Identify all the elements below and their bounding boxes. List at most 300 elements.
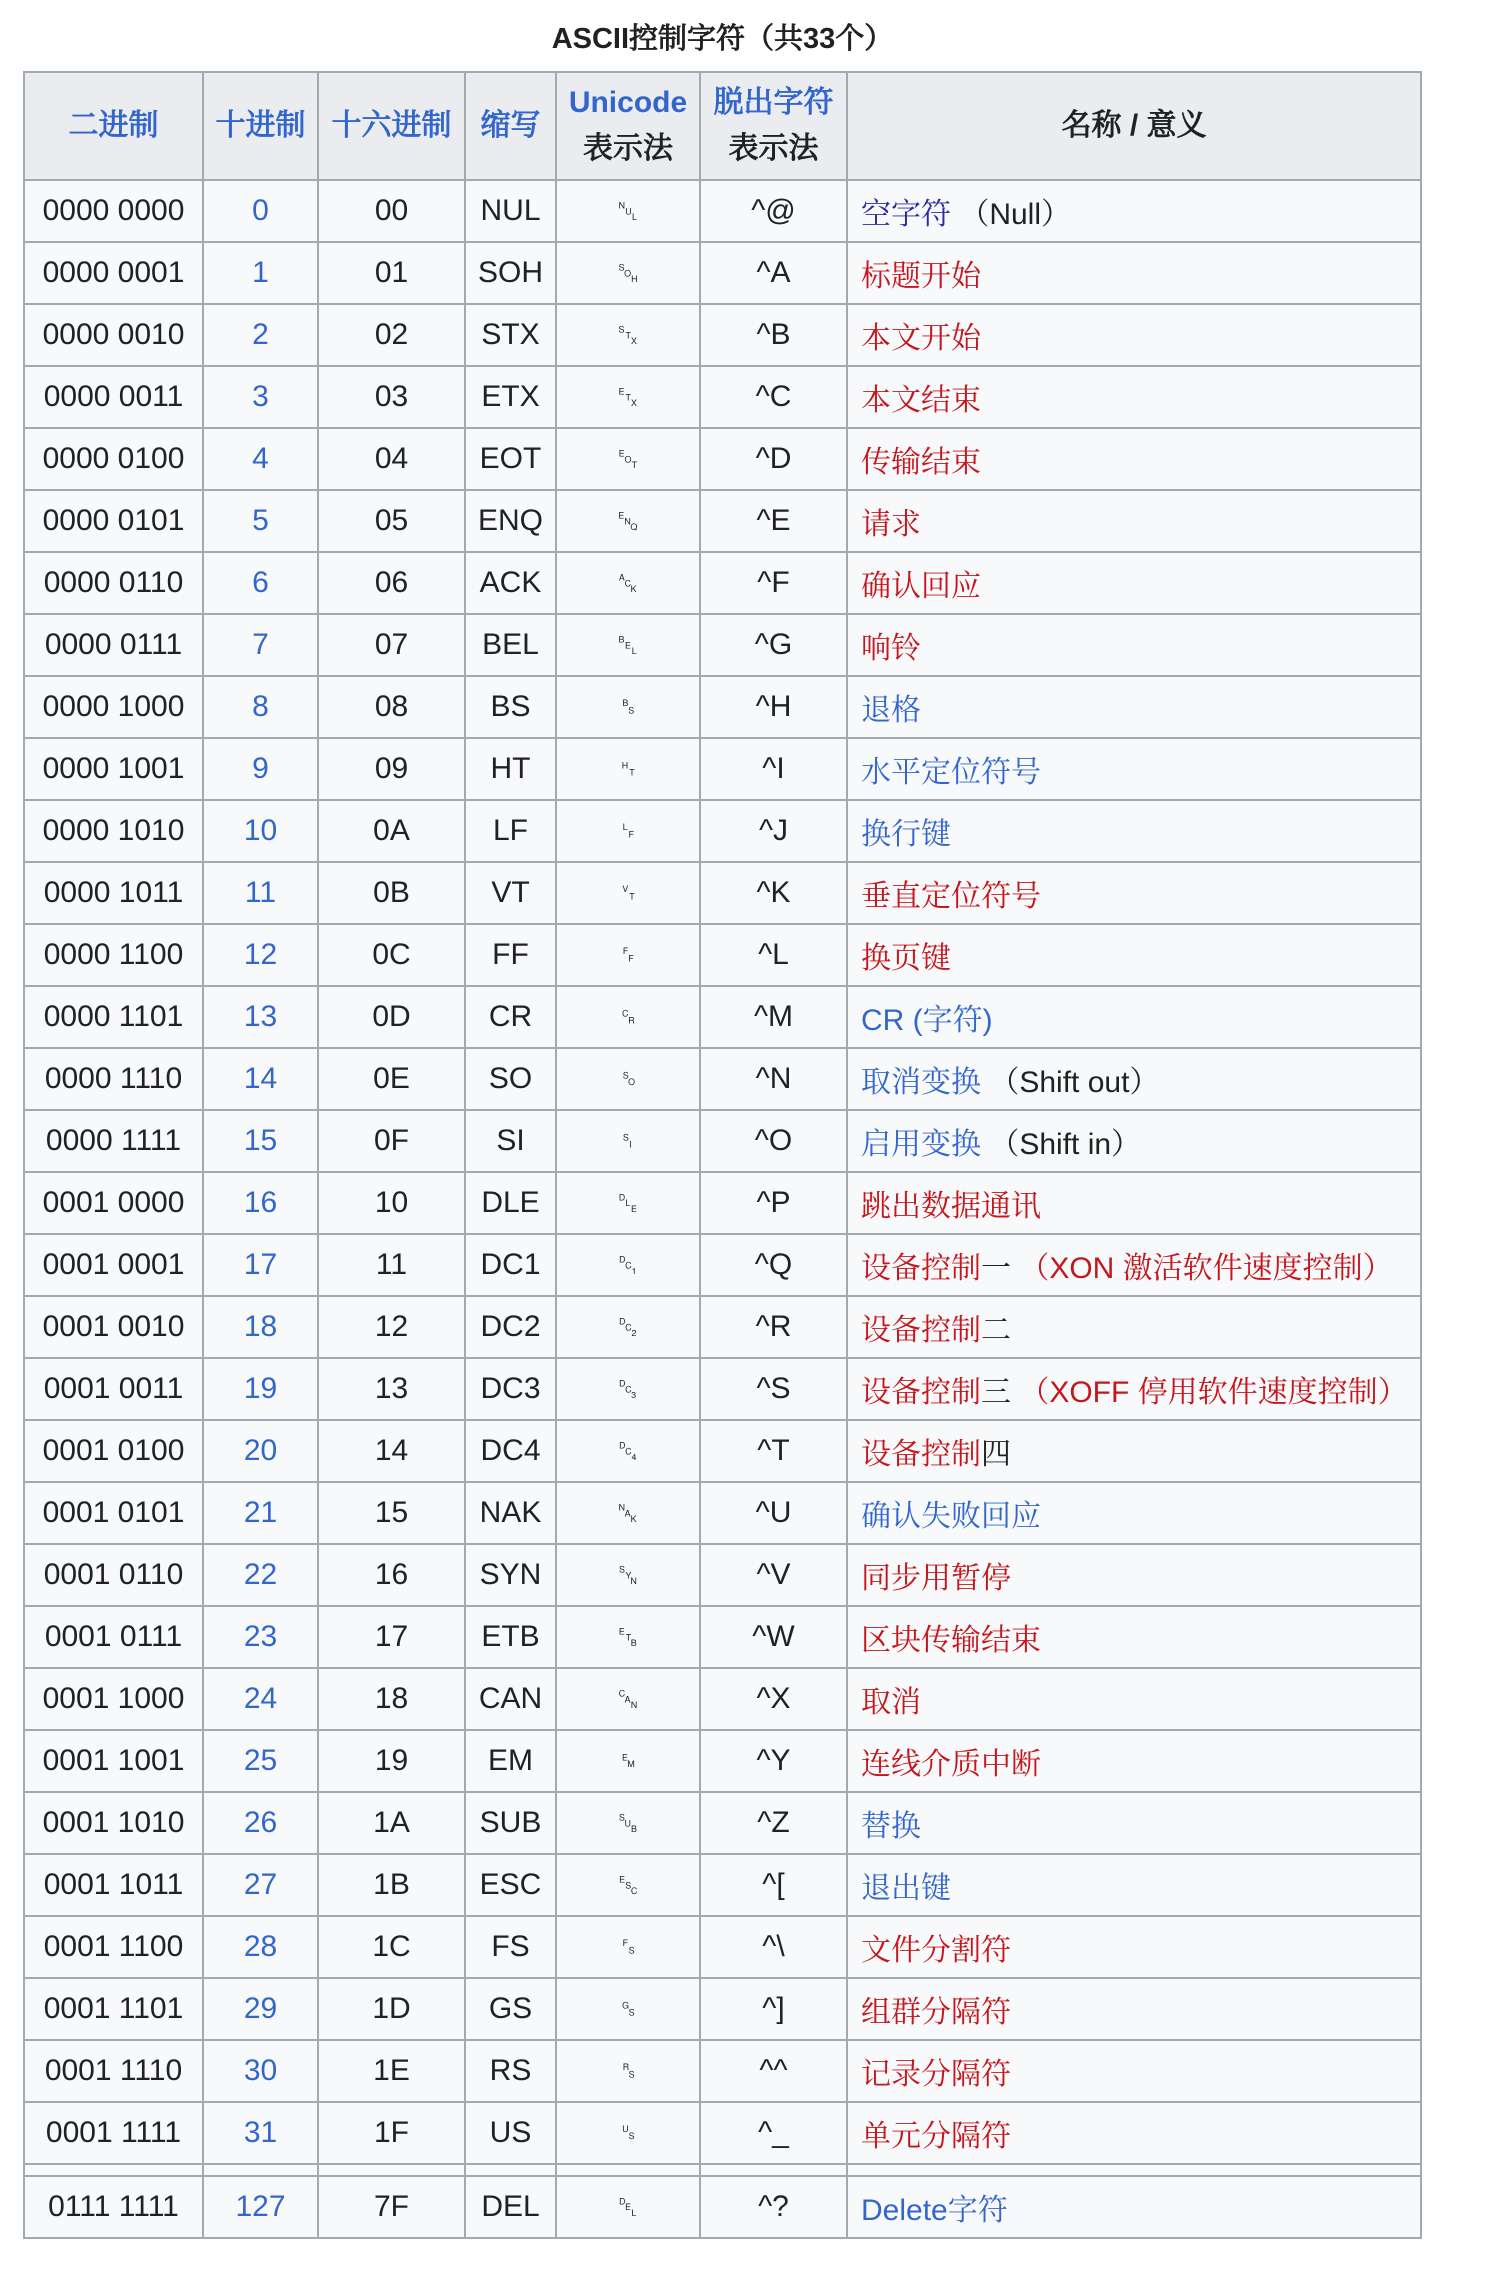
name-cell bbox=[847, 986, 1421, 1048]
unicode-control-picture: ␟ bbox=[617, 2118, 639, 2148]
binary-cell: 0000 1010 bbox=[24, 800, 203, 862]
table-row bbox=[24, 1544, 1421, 1606]
name-link[interactable]: 连线介质中断 bbox=[861, 1748, 1041, 1781]
decimal-link[interactable]: 22 bbox=[243, 1558, 278, 1591]
unicode-symbol-cell bbox=[556, 1420, 700, 1482]
decimal-link[interactable]: 15 bbox=[243, 1124, 278, 1157]
abbr-cell: EM bbox=[465, 1730, 556, 1792]
unicode-symbol-cell bbox=[556, 1792, 700, 1854]
escape-cell: ^_ bbox=[700, 2102, 847, 2164]
table-row bbox=[24, 862, 1421, 924]
name-link[interactable]: 替换 bbox=[861, 1810, 921, 1843]
name-cell bbox=[847, 2040, 1421, 2102]
hex-cell: 09 bbox=[318, 738, 465, 800]
decimal-cell bbox=[203, 1668, 318, 1730]
name-cell bbox=[847, 924, 1421, 986]
hex-cell: 18 bbox=[318, 1668, 465, 1730]
abbr-cell: ACK bbox=[465, 552, 556, 614]
binary-cell: 0001 0011 bbox=[24, 1358, 203, 1420]
binary-cell: 0001 0001 bbox=[24, 1234, 203, 1296]
spacer-cell bbox=[465, 2164, 556, 2176]
unicode-symbol-cell bbox=[556, 1482, 700, 1544]
decimal-cell bbox=[203, 428, 318, 490]
name-link[interactable]: 空字符 bbox=[861, 198, 951, 231]
decimal-cell bbox=[203, 862, 318, 924]
decimal-cell bbox=[203, 924, 318, 986]
name-link[interactable]: 换行键 bbox=[861, 818, 951, 851]
escape-cell: ^[ bbox=[700, 1854, 847, 1916]
table-row bbox=[24, 1606, 1421, 1668]
hex-cell: 7F bbox=[318, 2176, 465, 2238]
decimal-link[interactable]: 0 bbox=[252, 194, 269, 227]
name-link[interactable]: 退格 bbox=[861, 694, 921, 727]
escape-cell: ^] bbox=[700, 1978, 847, 2040]
name-link[interactable]: CR (字符) bbox=[861, 1004, 993, 1037]
name-link[interactable]: （XON 激活软件速度控制） bbox=[1011, 1252, 1393, 1285]
table-row bbox=[24, 676, 1421, 738]
unicode-control-picture: ␔ bbox=[617, 1436, 639, 1466]
hex-cell: 01 bbox=[318, 242, 465, 304]
header-decimal-link[interactable]: 十进制 bbox=[215, 108, 306, 142]
header-abbr bbox=[465, 72, 556, 180]
name-cell bbox=[847, 428, 1421, 490]
decimal-link[interactable]: 30 bbox=[243, 2054, 278, 2087]
table-row bbox=[24, 1978, 1421, 2040]
decimal-link[interactable]: 21 bbox=[243, 1496, 278, 1529]
hex-cell: 1C bbox=[318, 1916, 465, 1978]
unicode-control-picture: ␅ bbox=[617, 506, 639, 536]
decimal-link[interactable]: 4 bbox=[252, 442, 269, 475]
decimal-cell bbox=[203, 2102, 318, 2164]
decimal-link[interactable]: 12 bbox=[243, 938, 278, 971]
hex-cell: 1B bbox=[318, 1854, 465, 1916]
spacer-row bbox=[24, 2164, 1421, 2176]
name-cell bbox=[847, 1358, 1421, 1420]
table-row bbox=[24, 1730, 1421, 1792]
decimal-link[interactable]: 23 bbox=[243, 1620, 278, 1653]
unicode-control-picture: ␗ bbox=[617, 1622, 639, 1652]
abbr-cell: CAN bbox=[465, 1668, 556, 1730]
name-link[interactable]: （XOFF 停用软件速度控制） bbox=[1011, 1376, 1408, 1409]
binary-cell: 0000 0100 bbox=[24, 428, 203, 490]
abbr-cell: SYN bbox=[465, 1544, 556, 1606]
decimal-cell bbox=[203, 738, 318, 800]
binary-cell: 0000 0101 bbox=[24, 490, 203, 552]
name-link[interactable]: 垂直定位符号 bbox=[861, 880, 1041, 913]
escape-cell: ^Z bbox=[700, 1792, 847, 1854]
table-row bbox=[24, 366, 1421, 428]
unicode-control-picture: ␡ bbox=[617, 2192, 639, 2222]
unicode-symbol-cell bbox=[556, 2040, 700, 2102]
spacer-cell bbox=[700, 2164, 847, 2176]
unicode-symbol-cell bbox=[556, 676, 700, 738]
hex-cell: 06 bbox=[318, 552, 465, 614]
unicode-control-picture: ␒ bbox=[617, 1312, 639, 1342]
name-text: 四 bbox=[981, 1438, 1011, 1471]
unicode-control-picture: ␘ bbox=[617, 1684, 639, 1714]
name-link[interactable]: 区块传输结束 bbox=[861, 1624, 1041, 1657]
abbr-cell: CR bbox=[465, 986, 556, 1048]
hex-cell: 07 bbox=[318, 614, 465, 676]
decimal-cell bbox=[203, 304, 318, 366]
name-cell bbox=[847, 2176, 1421, 2238]
decimal-cell bbox=[203, 1730, 318, 1792]
table-row bbox=[24, 1234, 1421, 1296]
table-row bbox=[24, 180, 1421, 242]
escape-cell: ^D bbox=[700, 428, 847, 490]
unicode-symbol-cell bbox=[556, 366, 700, 428]
name-cell bbox=[847, 366, 1421, 428]
decimal-cell bbox=[203, 1110, 318, 1172]
spacer-cell bbox=[318, 2164, 465, 2176]
binary-cell: 0000 1000 bbox=[24, 676, 203, 738]
unicode-control-picture: ␛ bbox=[617, 1870, 639, 1900]
unicode-symbol-cell bbox=[556, 1854, 700, 1916]
abbr-cell: DC2 bbox=[465, 1296, 556, 1358]
hex-cell: 19 bbox=[318, 1730, 465, 1792]
header-escape-link[interactable]: 脱出字符 bbox=[713, 85, 834, 119]
name-link[interactable]: 本文结束 bbox=[861, 384, 981, 417]
escape-cell: ^V bbox=[700, 1544, 847, 1606]
name-link[interactable]: 文件分割符 bbox=[861, 1934, 1011, 1967]
name-link[interactable]: 跳出数据通讯 bbox=[861, 1190, 1041, 1223]
decimal-cell bbox=[203, 1978, 318, 2040]
unicode-symbol-cell bbox=[556, 986, 700, 1048]
hex-cell: 13 bbox=[318, 1358, 465, 1420]
binary-cell: 0000 1101 bbox=[24, 986, 203, 1048]
abbr-cell: BEL bbox=[465, 614, 556, 676]
abbr-cell: DEL bbox=[465, 2176, 556, 2238]
name-link[interactable]: 取消 bbox=[861, 1686, 921, 1719]
binary-cell: 0001 1101 bbox=[24, 1978, 203, 2040]
name-cell bbox=[847, 1978, 1421, 2040]
decimal-link[interactable]: 13 bbox=[243, 1000, 278, 1033]
table-row bbox=[24, 1110, 1421, 1172]
binary-cell: 0000 1110 bbox=[24, 1048, 203, 1110]
escape-cell: ^^ bbox=[700, 2040, 847, 2102]
spacer-cell bbox=[847, 2164, 1421, 2176]
unicode-control-picture: ␚ bbox=[617, 1808, 639, 1838]
name-cell bbox=[847, 490, 1421, 552]
binary-cell: 0000 1011 bbox=[24, 862, 203, 924]
decimal-link[interactable]: 26 bbox=[243, 1806, 278, 1839]
escape-cell: ^R bbox=[700, 1296, 847, 1358]
header-abbr-link[interactable]: 缩写 bbox=[480, 108, 541, 142]
name-link[interactable]: 记录分隔符 bbox=[861, 2058, 1011, 2091]
name-cell bbox=[847, 1606, 1421, 1668]
name-link[interactable]: 换页键 bbox=[861, 942, 951, 975]
name-cell bbox=[847, 1048, 1421, 1110]
unicode-symbol-cell bbox=[556, 2176, 700, 2238]
escape-cell: ^E bbox=[700, 490, 847, 552]
table-row bbox=[24, 738, 1421, 800]
decimal-cell bbox=[203, 614, 318, 676]
name-link[interactable]: Delete字符 bbox=[861, 2194, 1008, 2227]
binary-cell: 0000 0110 bbox=[24, 552, 203, 614]
decimal-link[interactable]: 3 bbox=[252, 380, 269, 413]
binary-cell: 0001 0000 bbox=[24, 1172, 203, 1234]
abbr-cell: RS bbox=[465, 2040, 556, 2102]
name-link[interactable]: 设备控制 bbox=[861, 1438, 981, 1471]
escape-cell: ^P bbox=[700, 1172, 847, 1234]
name-cell bbox=[847, 738, 1421, 800]
abbr-cell: FF bbox=[465, 924, 556, 986]
name-link[interactable]: 取消变换 bbox=[861, 1066, 981, 1099]
decimal-link[interactable]: 5 bbox=[252, 504, 269, 537]
decimal-link[interactable]: 16 bbox=[243, 1186, 278, 1219]
binary-cell: 0000 0010 bbox=[24, 304, 203, 366]
hex-cell: 05 bbox=[318, 490, 465, 552]
name-cell bbox=[847, 1482, 1421, 1544]
table-row bbox=[24, 242, 1421, 304]
name-link[interactable]: 确认回应 bbox=[861, 570, 981, 603]
hex-cell: 0C bbox=[318, 924, 465, 986]
name-link[interactable]: 确认失败回应 bbox=[861, 1500, 1041, 1533]
name-link[interactable]: 组群分隔符 bbox=[861, 1996, 1011, 2029]
table-row bbox=[24, 1668, 1421, 1730]
decimal-link[interactable]: 7 bbox=[252, 628, 269, 661]
name-cell bbox=[847, 552, 1421, 614]
escape-cell: ^? bbox=[700, 2176, 847, 2238]
decimal-link[interactable]: 25 bbox=[243, 1744, 278, 1777]
spacer-cell bbox=[556, 2164, 700, 2176]
abbr-cell: SI bbox=[465, 1110, 556, 1172]
table-row bbox=[24, 1358, 1421, 1420]
abbr-cell: LF bbox=[465, 800, 556, 862]
unicode-symbol-cell bbox=[556, 1048, 700, 1110]
abbr-cell: FS bbox=[465, 1916, 556, 1978]
decimal-cell bbox=[203, 1048, 318, 1110]
header-hex bbox=[318, 72, 465, 180]
name-cell bbox=[847, 1792, 1421, 1854]
unicode-symbol-cell bbox=[556, 180, 700, 242]
decimal-link[interactable]: 19 bbox=[243, 1372, 278, 1405]
binary-cell: 0001 1111 bbox=[24, 2102, 203, 2164]
decimal-link[interactable]: 17 bbox=[243, 1248, 278, 1281]
abbr-cell: BS bbox=[465, 676, 556, 738]
escape-cell: ^Y bbox=[700, 1730, 847, 1792]
decimal-cell bbox=[203, 1854, 318, 1916]
decimal-link[interactable]: 20 bbox=[243, 1434, 278, 1467]
decimal-link[interactable]: 29 bbox=[243, 1992, 278, 2025]
hex-cell: 0E bbox=[318, 1048, 465, 1110]
unicode-control-picture: ␙ bbox=[617, 1746, 639, 1776]
unicode-symbol-cell bbox=[556, 552, 700, 614]
unicode-symbol-cell bbox=[556, 1110, 700, 1172]
header-hex-link[interactable]: 十六进制 bbox=[331, 108, 452, 142]
decimal-cell bbox=[203, 800, 318, 862]
decimal-link[interactable]: 18 bbox=[243, 1310, 278, 1343]
name-link[interactable]: 退出键 bbox=[861, 1872, 951, 1905]
name-cell bbox=[847, 1110, 1421, 1172]
binary-cell: 0001 0100 bbox=[24, 1420, 203, 1482]
decimal-cell bbox=[203, 1544, 318, 1606]
name-link[interactable]: 请求 bbox=[861, 508, 921, 541]
unicode-control-picture: ␋ bbox=[617, 878, 639, 908]
hex-cell: 03 bbox=[318, 366, 465, 428]
escape-cell: ^C bbox=[700, 366, 847, 428]
unicode-symbol-cell bbox=[556, 1606, 700, 1668]
ascii-control-table bbox=[23, 12, 1422, 2239]
table-row bbox=[24, 1048, 1421, 1110]
name-link[interactable]: 本文开始 bbox=[861, 322, 981, 355]
binary-cell: 0000 1100 bbox=[24, 924, 203, 986]
escape-cell: ^A bbox=[700, 242, 847, 304]
escape-cell: ^W bbox=[700, 1606, 847, 1668]
abbr-cell: STX bbox=[465, 304, 556, 366]
unicode-symbol-cell bbox=[556, 1978, 700, 2040]
binary-cell: 0001 0110 bbox=[24, 1544, 203, 1606]
escape-cell: ^I bbox=[700, 738, 847, 800]
table-row bbox=[24, 552, 1421, 614]
hex-cell: 11 bbox=[318, 1234, 465, 1296]
unicode-control-picture: ␓ bbox=[617, 1374, 639, 1404]
header-name-meaning: 名称 / 意义 bbox=[847, 72, 1421, 180]
escape-cell: ^T bbox=[700, 1420, 847, 1482]
table-row bbox=[24, 2102, 1421, 2164]
escape-cell: ^@ bbox=[700, 180, 847, 242]
decimal-link[interactable]: 127 bbox=[235, 2190, 286, 2223]
name-link[interactable]: 响铃 bbox=[861, 632, 921, 665]
header-binary-link[interactable]: 二进制 bbox=[68, 108, 159, 142]
binary-cell: 0001 0111 bbox=[24, 1606, 203, 1668]
spacer-cell bbox=[24, 2164, 203, 2176]
decimal-link[interactable]: 1 bbox=[252, 256, 269, 289]
unicode-control-picture: ␐ bbox=[617, 1188, 639, 1218]
decimal-link[interactable]: 14 bbox=[243, 1062, 278, 1095]
hex-cell: 14 bbox=[318, 1420, 465, 1482]
escape-cell: ^O bbox=[700, 1110, 847, 1172]
table-row bbox=[24, 1296, 1421, 1358]
decimal-cell bbox=[203, 1482, 318, 1544]
name-text: 三 bbox=[981, 1376, 1011, 1409]
abbr-cell: ESC bbox=[465, 1854, 556, 1916]
name-cell bbox=[847, 1544, 1421, 1606]
binary-cell: 0001 1001 bbox=[24, 1730, 203, 1792]
abbr-cell: ENQ bbox=[465, 490, 556, 552]
decimal-link[interactable]: 2 bbox=[252, 318, 269, 351]
name-link[interactable]: 传输结束 bbox=[861, 446, 981, 479]
escape-cell: ^K bbox=[700, 862, 847, 924]
name-cell bbox=[847, 304, 1421, 366]
decimal-link[interactable]: 10 bbox=[243, 814, 278, 847]
abbr-cell: EOT bbox=[465, 428, 556, 490]
unicode-symbol-cell bbox=[556, 242, 700, 304]
name-link[interactable]: 水平定位符号 bbox=[861, 756, 1041, 789]
unicode-symbol-cell bbox=[556, 738, 700, 800]
binary-cell: 0000 1001 bbox=[24, 738, 203, 800]
escape-cell: ^L bbox=[700, 924, 847, 986]
escape-cell: ^\ bbox=[700, 1916, 847, 1978]
unicode-symbol-cell bbox=[556, 1358, 700, 1420]
decimal-link[interactable]: 27 bbox=[243, 1868, 278, 1901]
name-link[interactable]: 同步用暂停 bbox=[861, 1562, 1011, 1595]
abbr-cell: DC3 bbox=[465, 1358, 556, 1420]
name-cell bbox=[847, 1234, 1421, 1296]
decimal-link[interactable]: 24 bbox=[243, 1682, 278, 1715]
binary-cell: 0000 0111 bbox=[24, 614, 203, 676]
table-row bbox=[24, 428, 1421, 490]
abbr-cell: ETB bbox=[465, 1606, 556, 1668]
decimal-link[interactable]: 9 bbox=[252, 752, 269, 785]
unicode-control-picture: ␎ bbox=[617, 1064, 639, 1094]
name-text: 二 bbox=[981, 1314, 1011, 1347]
binary-cell: 0001 1000 bbox=[24, 1668, 203, 1730]
escape-cell: ^B bbox=[700, 304, 847, 366]
abbr-cell: DC1 bbox=[465, 1234, 556, 1296]
header-escape bbox=[700, 72, 847, 180]
table-row bbox=[24, 1420, 1421, 1482]
table-row bbox=[24, 986, 1421, 1048]
name-link[interactable]: 设备控制 bbox=[861, 1376, 981, 1409]
abbr-cell: SOH bbox=[465, 242, 556, 304]
decimal-link[interactable]: 11 bbox=[244, 876, 277, 909]
decimal-cell bbox=[203, 986, 318, 1048]
unicode-control-picture: ␝ bbox=[617, 1994, 639, 2024]
name-link[interactable]: 设备控制 bbox=[861, 1314, 981, 1347]
escape-cell: ^H bbox=[700, 676, 847, 738]
name-link[interactable]: 单元分隔符 bbox=[861, 2120, 1011, 2153]
name-link[interactable]: 启用变换 bbox=[861, 1128, 981, 1161]
table-row bbox=[24, 1482, 1421, 1544]
decimal-cell bbox=[203, 1234, 318, 1296]
name-text: 一 bbox=[981, 1252, 1011, 1285]
abbr-cell: VT bbox=[465, 862, 556, 924]
decimal-cell bbox=[203, 490, 318, 552]
unicode-control-picture: ␖ bbox=[617, 1560, 639, 1590]
hex-cell: 15 bbox=[318, 1482, 465, 1544]
name-link[interactable]: 设备控制 bbox=[861, 1252, 981, 1285]
binary-cell: 0001 0101 bbox=[24, 1482, 203, 1544]
hex-cell: 1A bbox=[318, 1792, 465, 1854]
abbr-cell: DC4 bbox=[465, 1420, 556, 1482]
decimal-link[interactable]: 28 bbox=[243, 1930, 278, 1963]
decimal-link[interactable]: 31 bbox=[243, 2116, 278, 2149]
unicode-symbol-cell bbox=[556, 614, 700, 676]
escape-cell: ^S bbox=[700, 1358, 847, 1420]
escape-cell: ^J bbox=[700, 800, 847, 862]
abbr-cell: ETX bbox=[465, 366, 556, 428]
name-text: （Shift out） bbox=[981, 1066, 1160, 1099]
header-unicode-link[interactable]: Unicode bbox=[568, 85, 688, 119]
hex-cell: 0F bbox=[318, 1110, 465, 1172]
hex-cell: 08 bbox=[318, 676, 465, 738]
name-cell bbox=[847, 1668, 1421, 1730]
unicode-control-picture: ␏ bbox=[617, 1126, 639, 1156]
abbr-cell: NAK bbox=[465, 1482, 556, 1544]
escape-cell: ^U bbox=[700, 1482, 847, 1544]
abbr-cell: SO bbox=[465, 1048, 556, 1110]
unicode-symbol-cell bbox=[556, 862, 700, 924]
table-body bbox=[24, 180, 1421, 2238]
escape-cell: ^G bbox=[700, 614, 847, 676]
table-row bbox=[24, 1916, 1421, 1978]
abbr-cell: US bbox=[465, 2102, 556, 2164]
name-cell bbox=[847, 676, 1421, 738]
header-decimal bbox=[203, 72, 318, 180]
name-link[interactable]: 标题开始 bbox=[861, 260, 981, 293]
header-binary bbox=[24, 72, 203, 180]
decimal-link[interactable]: 6 bbox=[252, 566, 269, 599]
unicode-symbol-cell bbox=[556, 2102, 700, 2164]
unicode-symbol-cell bbox=[556, 800, 700, 862]
abbr-cell: NUL bbox=[465, 180, 556, 242]
name-cell bbox=[847, 2102, 1421, 2164]
escape-cell: ^F bbox=[700, 552, 847, 614]
decimal-link[interactable]: 8 bbox=[252, 690, 269, 723]
decimal-cell bbox=[203, 1172, 318, 1234]
name-cell bbox=[847, 1420, 1421, 1482]
